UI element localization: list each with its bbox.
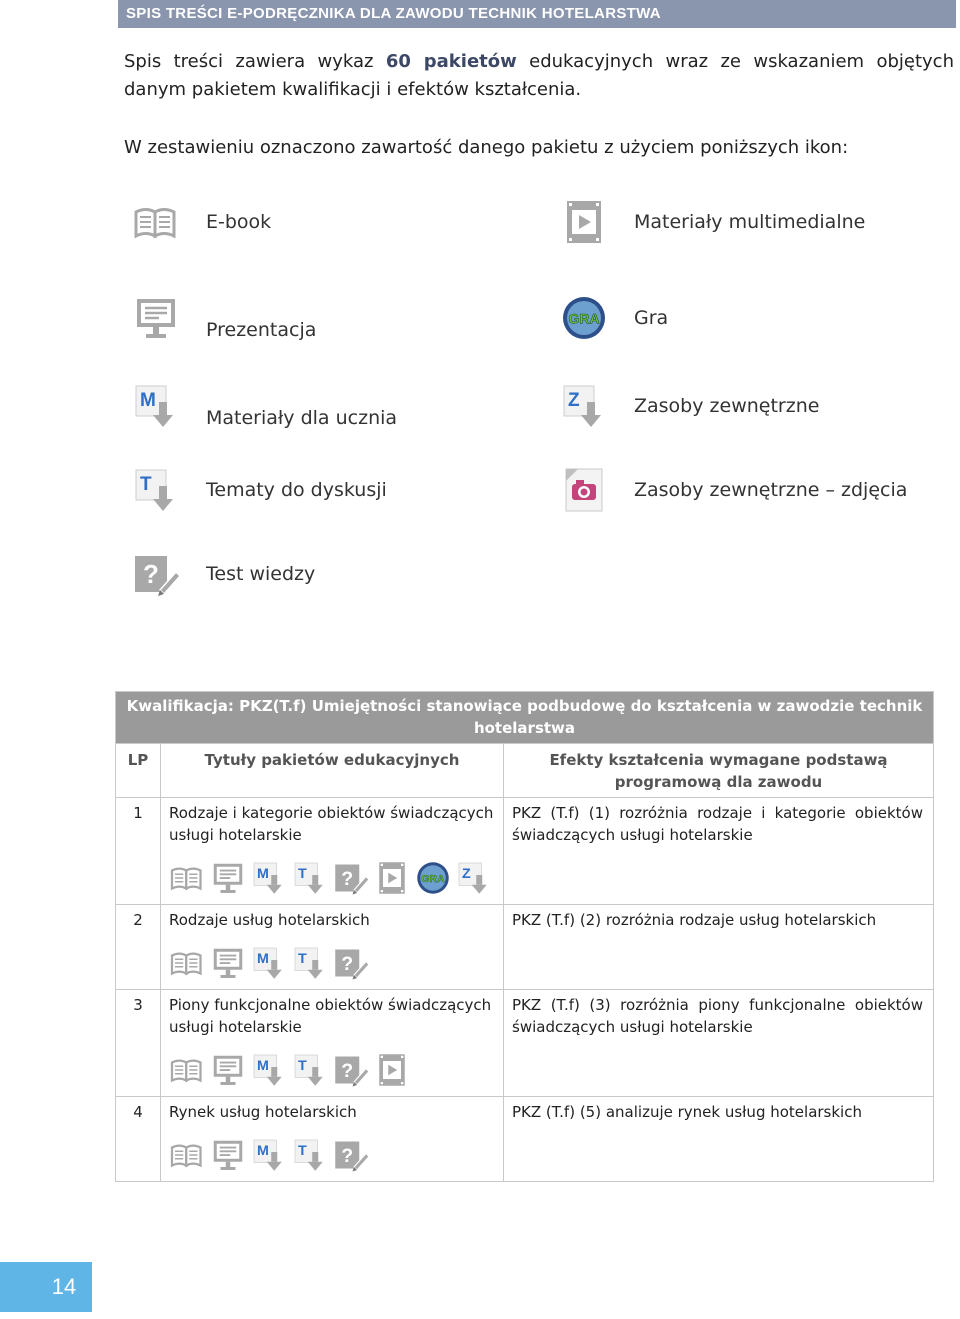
legend-label: Tematy do dyskusji bbox=[206, 479, 387, 501]
page-number-tab bbox=[0, 1262, 92, 1312]
t-download-icon bbox=[292, 1137, 328, 1173]
table-row bbox=[116, 1097, 934, 1182]
question-pencil-icon bbox=[333, 860, 369, 896]
z-download-icon bbox=[456, 860, 492, 896]
film-play-icon bbox=[374, 860, 410, 896]
svg-text:T: T bbox=[298, 1143, 307, 1159]
learning-effect: PKZ (T.f) (1) rozróżnia rodzaje i kategorie obiektów świadczących usługi hotelarskie bbox=[504, 798, 934, 905]
table-row bbox=[116, 905, 934, 990]
t-download-icon bbox=[292, 860, 328, 896]
gra-game-icon bbox=[415, 860, 451, 896]
svg-text:M: M bbox=[257, 951, 269, 967]
gra-game-icon bbox=[560, 294, 608, 342]
legend-intro: W zestawieniu oznaczono zawartość danego pakietu z użyciem poniższych ikon: bbox=[124, 137, 849, 158]
svg-text:T: T bbox=[298, 866, 307, 882]
legend-item-external-resources bbox=[560, 382, 819, 430]
legend-label: Gra bbox=[634, 307, 669, 329]
t-download-icon bbox=[292, 1052, 328, 1088]
row-number: 3 bbox=[116, 990, 161, 1097]
column-header-lp: LP bbox=[116, 744, 161, 798]
book-icon bbox=[169, 860, 205, 896]
legend-label: Zasoby zewnętrzne – zdjęcia bbox=[634, 479, 908, 501]
legend-label: Zasoby zewnętrzne bbox=[634, 395, 820, 417]
svg-text:GRA: GRA bbox=[568, 310, 600, 327]
svg-text:M: M bbox=[257, 1143, 269, 1159]
column-header-titles: Tytuły pakietów edukacyjnych bbox=[161, 744, 504, 798]
legend-item-ebook bbox=[132, 198, 271, 246]
book-icon bbox=[169, 1052, 205, 1088]
book-icon bbox=[169, 945, 205, 981]
package-title: Piony funkcjonalne obiektów świadczących usługi hotelarskie bbox=[169, 996, 492, 1036]
svg-text:M: M bbox=[257, 1058, 269, 1074]
film-play-icon bbox=[560, 198, 608, 246]
presentation-icon bbox=[210, 860, 246, 896]
question-pencil-icon bbox=[333, 1137, 369, 1173]
presentation-icon bbox=[210, 1052, 246, 1088]
m-download-icon bbox=[251, 1137, 287, 1173]
package-icons bbox=[169, 1052, 495, 1088]
m-download-icon bbox=[132, 382, 180, 430]
legend-item-presentation bbox=[132, 294, 316, 342]
package-title-cell bbox=[161, 1097, 504, 1182]
package-icons bbox=[169, 860, 495, 896]
packages-table bbox=[115, 691, 934, 1182]
svg-text:GRA: GRA bbox=[421, 873, 445, 886]
table-row bbox=[116, 798, 934, 905]
legend-label: Materiały dla ucznia bbox=[206, 407, 398, 429]
package-title: Rynek usług hotelarskich bbox=[169, 1103, 357, 1121]
presentation-icon bbox=[210, 945, 246, 981]
presentation-icon bbox=[132, 294, 180, 342]
package-title-cell bbox=[161, 905, 504, 990]
learning-effect: PKZ (T.f) (3) rozróżnia piony funkcjonalne obiektów świadczących usługi hotelarskie bbox=[504, 990, 934, 1097]
film-play-icon bbox=[374, 1052, 410, 1088]
legend-label: E-book bbox=[206, 211, 272, 233]
legend-label: Materiały multimedialne bbox=[634, 211, 866, 233]
question-pencil-icon bbox=[333, 1052, 369, 1088]
svg-text:?: ? bbox=[341, 1059, 354, 1082]
page-number: 14 bbox=[51, 1274, 77, 1299]
svg-text:M: M bbox=[257, 866, 269, 882]
legend-item-multimedia bbox=[560, 198, 865, 246]
svg-text:T: T bbox=[298, 951, 307, 967]
learning-effect: PKZ (T.f) (2) rozróżnia rodzaje usług hotelarskich bbox=[504, 905, 934, 990]
row-number: 2 bbox=[116, 905, 161, 990]
column-header-effects: Efekty kształcenia wymagane podstawą programową dla zawodu bbox=[504, 744, 934, 798]
svg-text:Z: Z bbox=[462, 866, 471, 882]
svg-text:?: ? bbox=[341, 867, 354, 890]
legend-item-discussion-topics bbox=[132, 466, 387, 514]
legend-item-game bbox=[560, 294, 668, 342]
legend-label: Test wiedzy bbox=[206, 563, 316, 585]
svg-text:?: ? bbox=[143, 559, 159, 589]
t-download-icon bbox=[292, 945, 328, 981]
legend-item-knowledge-test bbox=[132, 550, 315, 598]
legend-item-external-photos bbox=[560, 466, 907, 514]
svg-text:M: M bbox=[140, 390, 156, 411]
table-row bbox=[116, 990, 934, 1097]
row-number: 1 bbox=[116, 798, 161, 905]
section-title: SPIS TREŚCI E-PODRĘCZNIKA DLA ZAWODU TECHNIK HOTELARSTWA bbox=[126, 5, 661, 22]
legend-item-student-materials bbox=[132, 382, 397, 430]
intro-text-start: Spis treści zawiera wykaz bbox=[124, 51, 386, 72]
presentation-icon bbox=[210, 1137, 246, 1173]
svg-text:?: ? bbox=[341, 952, 354, 975]
package-title-cell bbox=[161, 990, 504, 1097]
row-number: 4 bbox=[116, 1097, 161, 1182]
svg-text:T: T bbox=[140, 474, 152, 495]
section-header bbox=[118, 0, 956, 28]
z-download-icon bbox=[560, 382, 608, 430]
question-pencil-icon bbox=[333, 945, 369, 981]
m-download-icon bbox=[251, 945, 287, 981]
book-icon bbox=[132, 198, 180, 246]
intro-text-end: edukacyjnych wraz ze wskazaniem objętych danym pakietem kwalifikacji i efektów kształcenia. bbox=[124, 51, 954, 100]
book-icon bbox=[169, 1137, 205, 1173]
m-download-icon bbox=[251, 1052, 287, 1088]
camera-photo-icon bbox=[560, 466, 608, 514]
svg-text:T: T bbox=[298, 1058, 307, 1074]
t-download-icon bbox=[132, 466, 180, 514]
legend-label: Prezentacja bbox=[206, 319, 317, 341]
qualification-header: Kwalifikacja: PKZ(T.f) Umiejętności stanowiące podbudowę do kształcenia w zawodzie technik hotelarstwa bbox=[116, 692, 934, 744]
intro-paragraph bbox=[124, 48, 954, 104]
intro-bold-count: 60 pakietów bbox=[385, 51, 517, 72]
svg-text:?: ? bbox=[341, 1144, 354, 1167]
question-pencil-icon bbox=[132, 550, 180, 598]
package-icons bbox=[169, 945, 495, 981]
package-icons bbox=[169, 1137, 495, 1173]
svg-text:Z: Z bbox=[568, 390, 580, 411]
package-title: Rodzaje usług hotelarskich bbox=[169, 911, 370, 929]
package-title: Rodzaje i kategorie obiektów świadczących usługi hotelarskie bbox=[169, 804, 494, 844]
m-download-icon bbox=[251, 860, 287, 896]
learning-effect: PKZ (T.f) (5) analizuje rynek usług hotelarskich bbox=[504, 1097, 934, 1182]
package-title-cell bbox=[161, 798, 504, 905]
